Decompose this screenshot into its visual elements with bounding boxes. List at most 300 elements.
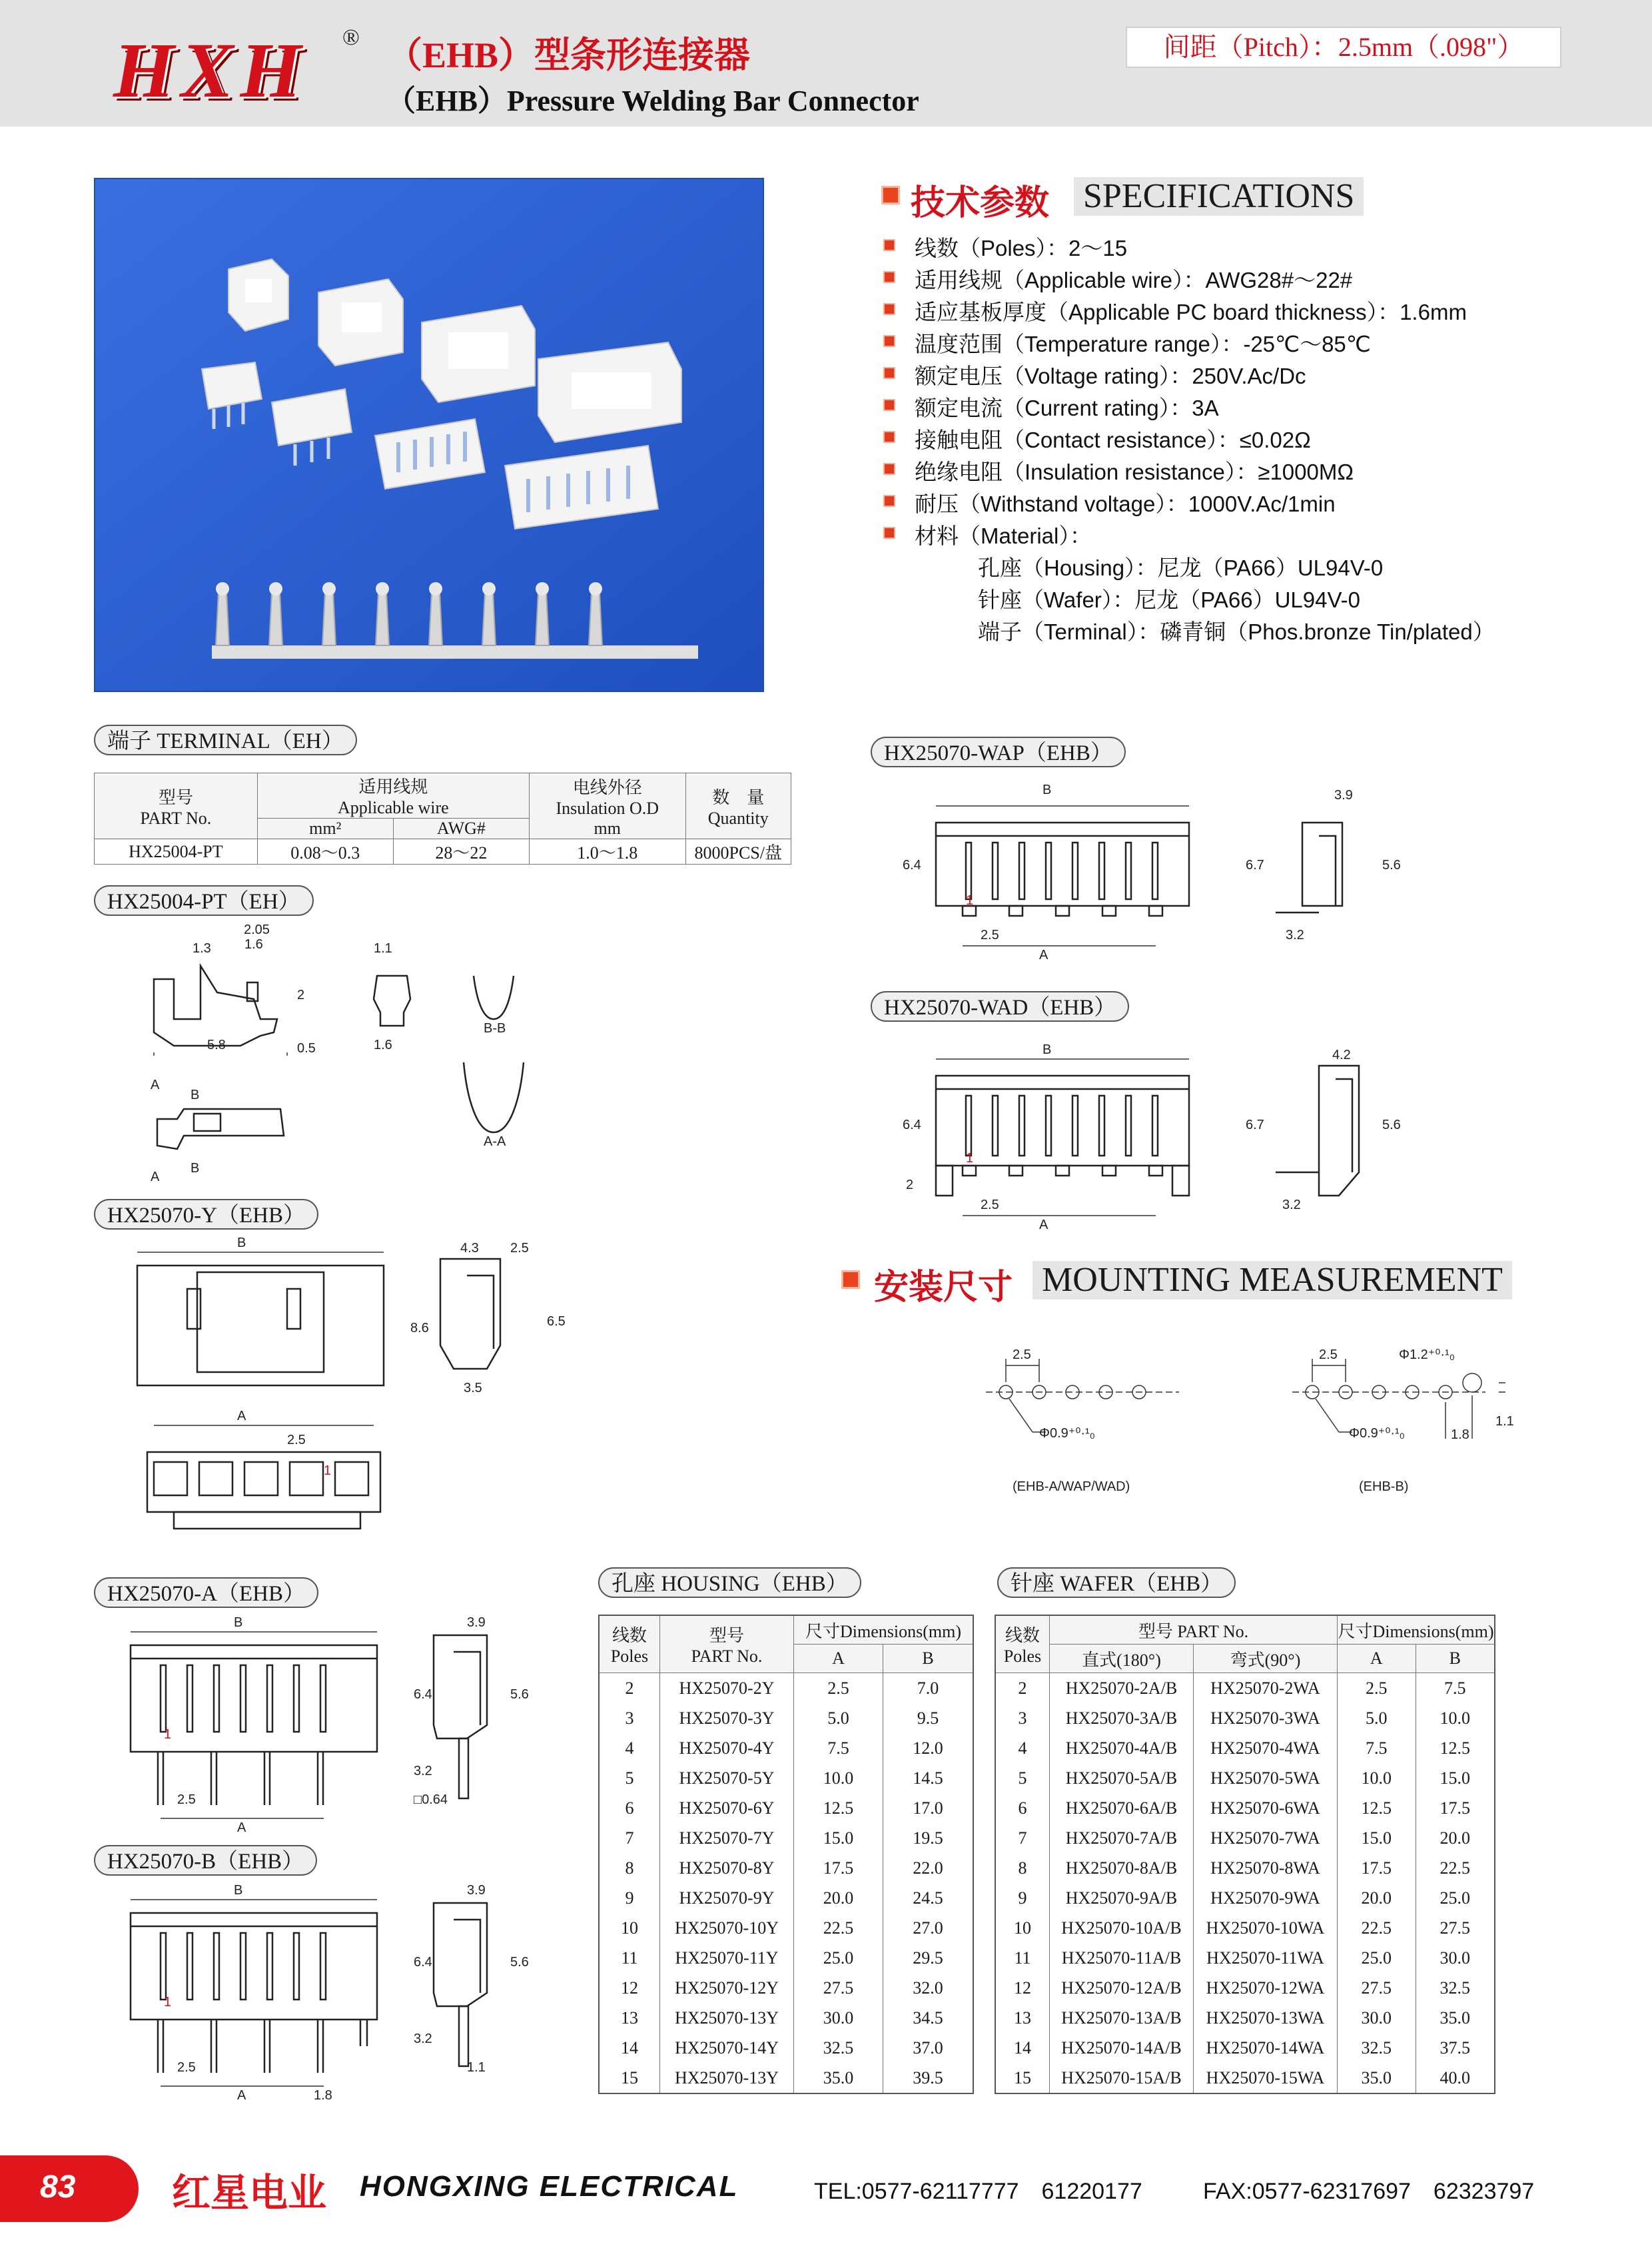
- table-row: [599, 1733, 973, 1763]
- dim-label: 2.5: [981, 928, 999, 942]
- table-cell-b: 34.5: [883, 2003, 973, 2033]
- dim-label: 5.6: [1382, 858, 1401, 873]
- dim-label: 1.1: [1495, 1414, 1514, 1429]
- table-cell-bent: HX25070-13WA: [1194, 2003, 1338, 2033]
- th-od-unit: mm: [594, 818, 621, 838]
- table-cell-a: 25.0: [1338, 1943, 1416, 1973]
- table-cell-straight: HX25070-4A/B: [1050, 1733, 1194, 1763]
- table-row: [995, 1973, 1495, 2003]
- a-drawing: [94, 1612, 600, 1838]
- table-cell-a: 22.5: [794, 1913, 883, 1943]
- table-cell-b: 32.5: [1416, 1973, 1495, 2003]
- table-row: [599, 1973, 973, 2003]
- table-cell-part: HX25070-13Y: [660, 2003, 794, 2033]
- spec-material-housing: 孔座（Housing）：尼龙（PA66）UL94V-0: [978, 556, 1384, 580]
- table-cell-straight: HX25070-7A/B: [1050, 1823, 1194, 1853]
- table-cell-a: 30.0: [794, 2003, 883, 2033]
- th-od-cn: 电线外径: [572, 777, 642, 797]
- dim-label: 1.1: [374, 941, 392, 956]
- table-row: [995, 1853, 1495, 1883]
- spec-poles: 线数（Poles）：2～15: [915, 236, 1128, 260]
- dim-label: 6.4: [903, 858, 921, 873]
- table-cell-b: 22.0: [883, 1853, 973, 1883]
- b-drawing: [94, 1880, 600, 2106]
- pin-one-marker: 1: [164, 1727, 172, 1742]
- dim-label: 1.6: [244, 937, 263, 952]
- spec-heading-en: SPECIFICATIONS: [1074, 177, 1364, 216]
- wap-drawing-label: HX25070-WAP（EHB）: [871, 737, 1126, 767]
- spec-temperature: 温度范围（Temperature range）：-25℃～85℃: [915, 332, 1371, 356]
- table-cell-part: HX25070-11Y: [660, 1943, 794, 1973]
- bullet-icon: [883, 431, 895, 443]
- th-part: [660, 1615, 794, 1673]
- spec-material-terminal: 端子（Terminal）：磷青铜（Phos.bronze Tin/plated）: [978, 619, 1495, 644]
- table-cell-b: 17.5: [1416, 1793, 1495, 1823]
- table-cell-part: HX25070-7Y: [660, 1823, 794, 1853]
- mounting-caption-left: (EHB-A/WAP/WAD): [1013, 1479, 1130, 1494]
- table-cell-a: 30.0: [1338, 2003, 1416, 2033]
- wad-drawing-label: HX25070-WAD（EHB）: [871, 991, 1129, 1022]
- dim-label: 6.4: [414, 1955, 432, 1970]
- th-a: A: [794, 1645, 883, 1673]
- bullet-icon: [883, 271, 895, 283]
- table-row: [995, 1943, 1495, 1973]
- table-row: [599, 1703, 973, 1733]
- table-cell-poles: 10: [995, 1913, 1050, 1943]
- table-cell-straight: HX25070-3A/B: [1050, 1703, 1194, 1733]
- pt-drawing: [94, 919, 574, 1199]
- dim-label: A: [237, 1409, 246, 1423]
- mounting-heading-cn: 安装尺寸: [874, 1269, 1013, 1307]
- table-cell-poles: 15: [599, 2063, 660, 2093]
- dim-label: A: [151, 1078, 160, 1092]
- th-od: [529, 773, 685, 839]
- dim-label: 3.9: [467, 1883, 486, 1898]
- table-cell-bent: HX25070-8WA: [1194, 1853, 1338, 1883]
- table-header-row: [599, 1615, 973, 1645]
- mounting-caption-right: (EHB-B): [1359, 1479, 1409, 1494]
- table-cell-part: HX25070-9Y: [660, 1883, 794, 1913]
- th-od-en: Insulation O.D: [556, 798, 659, 818]
- dim-label: 6.4: [414, 1687, 432, 1702]
- table-cell-a: 12.5: [1338, 1793, 1416, 1823]
- table-row: [995, 2063, 1495, 2093]
- th-poles-en: Poles: [1003, 1647, 1042, 1666]
- table-cell-bent: HX25070-6WA: [1194, 1793, 1338, 1823]
- dim-label: 3.2: [414, 2032, 432, 2046]
- dim-label: Φ0.9⁺⁰·¹₀: [1349, 1426, 1405, 1441]
- table-cell-b: 32.0: [883, 1973, 973, 2003]
- mounting-heading-square-icon: [841, 1270, 860, 1289]
- table-row: [599, 1673, 973, 1704]
- dim-label: 3.2: [414, 1764, 432, 1778]
- table-cell-a: 17.5: [1338, 1853, 1416, 1883]
- dim-label: 1.6: [374, 1038, 392, 1052]
- table-cell-b: 15.0: [1416, 1763, 1495, 1793]
- table-cell-b: 30.0: [1416, 1943, 1495, 1973]
- y-drawing-label: HX25070-Y（EHB）: [94, 1199, 318, 1230]
- pin-one-marker: 1: [966, 1151, 974, 1166]
- dim-label: 5.6: [510, 1955, 529, 1970]
- table-cell-a: 17.5: [794, 1853, 883, 1883]
- table-cell-a: 7.5: [1338, 1733, 1416, 1763]
- table-cell-bent: HX25070-10WA: [1194, 1913, 1338, 1943]
- housing-section-label: 孔座 HOUSING（EHB）: [598, 1567, 861, 1598]
- table-cell-poles: 4: [995, 1733, 1050, 1763]
- table-cell-a: 32.5: [1338, 2033, 1416, 2063]
- table-cell-part: HX25070-2Y: [660, 1673, 794, 1704]
- dim-label: 1.3: [193, 941, 211, 956]
- table-row: [995, 1793, 1495, 1823]
- dim-label: B: [234, 1883, 243, 1898]
- table-cell-bent: HX25070-5WA: [1194, 1763, 1338, 1793]
- table-cell-b: 14.5: [883, 1763, 973, 1793]
- table-cell-part: HX25070-6Y: [660, 1793, 794, 1823]
- table-cell-a: 5.0: [1338, 1703, 1416, 1733]
- dim-label: 1.8: [314, 2088, 332, 2103]
- dim-label: B: [191, 1161, 200, 1176]
- th-poles-cn: 线数: [1005, 1626, 1040, 1645]
- th-poles-en: Poles: [610, 1647, 649, 1666]
- mounting-drawing: [973, 1339, 1545, 1505]
- table-cell-poles: 12: [599, 1973, 660, 2003]
- dim-label: 2.5: [177, 2060, 196, 2075]
- dim-label: B: [1042, 1042, 1052, 1057]
- b-drawing-label: HX25070-B（EHB）: [94, 1845, 317, 1876]
- table-row: [95, 839, 791, 865]
- table-cell-b: 27.5: [1416, 1913, 1495, 1943]
- product-photo-art: [95, 179, 763, 691]
- th-mm2: mm²: [257, 819, 393, 839]
- table-cell-bent: HX25070-7WA: [1194, 1823, 1338, 1853]
- table-cell-poles: 9: [995, 1883, 1050, 1913]
- table-cell-poles: 10: [599, 1913, 660, 1943]
- table-cell-a: 27.5: [1338, 1973, 1416, 2003]
- th-wire-en: Applicable wire: [337, 798, 449, 817]
- table-row: [995, 2033, 1495, 2063]
- table-cell-b: 37.0: [883, 2033, 973, 2063]
- table-row: [599, 1763, 973, 1793]
- bullet-icon: [883, 239, 895, 251]
- dim-label: 2: [297, 988, 305, 1002]
- table-cell-part: HX25070-14Y: [660, 2033, 794, 2063]
- table-cell-poles: 9: [599, 1883, 660, 1913]
- table-cell-bent: HX25070-12WA: [1194, 1973, 1338, 2003]
- dim-label: A-A: [484, 1134, 506, 1149]
- table-cell-a: 20.0: [794, 1883, 883, 1913]
- table-cell-poles: 6: [995, 1793, 1050, 1823]
- table-row: [599, 2063, 973, 2093]
- table-cell-a: 5.0: [794, 1703, 883, 1733]
- spec-material: 材料（Material）：: [915, 524, 1092, 548]
- cell-mm2: 0.08～0.3: [257, 839, 393, 865]
- table-cell-bent: HX25070-14WA: [1194, 2033, 1338, 2063]
- table-cell-b: 24.5: [883, 1883, 973, 1913]
- table-cell-poles: 2: [995, 1673, 1050, 1704]
- terminal-table: [94, 773, 791, 865]
- table-cell-poles: 11: [599, 1943, 660, 1973]
- table-cell-a: 35.0: [1338, 2063, 1416, 2093]
- pin-one-marker: 1: [966, 893, 974, 908]
- table-row: [995, 1673, 1495, 1704]
- dim-label: 2.5: [510, 1241, 529, 1256]
- th-bent: 弯式(90°): [1194, 1645, 1338, 1673]
- spec-withstand: 耐压（Withstand voltage）：1000V.Ac/1min: [915, 492, 1336, 516]
- table-cell-straight: HX25070-8A/B: [1050, 1853, 1194, 1883]
- table-cell-b: 37.5: [1416, 2033, 1495, 2063]
- table-row: [599, 1943, 973, 1973]
- dim-label: Φ1.2⁺⁰·¹₀: [1399, 1347, 1455, 1362]
- table-cell-straight: HX25070-2A/B: [1050, 1673, 1194, 1704]
- dim-label: A: [151, 1170, 160, 1184]
- table-cell-poles: 12: [995, 1973, 1050, 2003]
- table-cell-b: 20.0: [1416, 1823, 1495, 1853]
- table-cell-poles: 5: [995, 1763, 1050, 1793]
- table-cell-straight: HX25070-12A/B: [1050, 1973, 1194, 2003]
- dim-label: □0.64: [414, 1792, 448, 1807]
- table-cell-part: HX25070-13Y: [660, 2063, 794, 2093]
- dim-label: 6.5: [547, 1314, 566, 1329]
- dim-label: 2.5: [981, 1198, 999, 1212]
- table-cell-part: HX25070-8Y: [660, 1853, 794, 1883]
- table-cell-b: 12.0: [883, 1733, 973, 1763]
- pin-one-marker: 1: [324, 1463, 332, 1478]
- table-cell-straight: HX25070-10A/B: [1050, 1913, 1194, 1943]
- dim-label: B: [234, 1615, 243, 1630]
- table-cell-straight: HX25070-9A/B: [1050, 1883, 1194, 1913]
- dim-label: 8.6: [410, 1321, 429, 1335]
- bullet-icon: [883, 303, 895, 315]
- dim-label: 4.2: [1332, 1048, 1351, 1062]
- table-cell-straight: HX25070-15A/B: [1050, 2063, 1194, 2093]
- table-row: [599, 1853, 973, 1883]
- dim-label: 2: [906, 1178, 914, 1192]
- table-cell-a: 12.5: [794, 1793, 883, 1823]
- table-row: [995, 1763, 1495, 1793]
- table-row: [995, 1913, 1495, 1943]
- table-cell-a: 15.0: [1338, 1823, 1416, 1853]
- dim-label: 2.5: [287, 1433, 306, 1447]
- table-cell-part: HX25070-5Y: [660, 1763, 794, 1793]
- table-cell-a: 7.5: [794, 1733, 883, 1763]
- table-cell-b: 39.5: [883, 2063, 973, 2093]
- dim-label: 2.05: [244, 923, 270, 937]
- table-cell-part: HX25070-12Y: [660, 1973, 794, 2003]
- table-row: [995, 2003, 1495, 2033]
- dim-label: B: [191, 1088, 200, 1102]
- page-title-en: （EHB）Pressure Welding Bar Connector: [386, 85, 919, 117]
- dim-label: 3.2: [1282, 1198, 1301, 1212]
- th-dimensions: 尺寸Dimensions(mm): [794, 1615, 974, 1645]
- table-cell-bent: HX25070-4WA: [1194, 1733, 1338, 1763]
- table-cell-poles: 7: [599, 1823, 660, 1853]
- table-cell-poles: 5: [599, 1763, 660, 1793]
- table-cell-straight: HX25070-14A/B: [1050, 2033, 1194, 2063]
- table-cell-b: 19.5: [883, 1823, 973, 1853]
- spec-pcb: 适应基板厚度（Applicable PC board thickness）：1.6mm: [915, 300, 1467, 324]
- th-b: B: [1416, 1645, 1495, 1673]
- th-part-en: PART No.: [691, 1647, 763, 1666]
- dim-label: A: [1039, 948, 1048, 962]
- spec-insulation: 绝缘电阻（Insulation resistance）：≥1000MΩ: [915, 460, 1354, 484]
- table-cell-poles: 14: [599, 2033, 660, 2063]
- dim-label: 3.9: [1334, 788, 1353, 803]
- wad-drawing: [893, 1039, 1426, 1239]
- table-cell-a: 2.5: [794, 1673, 883, 1704]
- table-cell-b: 40.0: [1416, 2063, 1495, 2093]
- table-cell-poles: 8: [599, 1853, 660, 1883]
- bullet-icon: [883, 463, 895, 475]
- dim-label: 6.4: [903, 1118, 921, 1132]
- dim-label: 3.5: [464, 1381, 482, 1395]
- th-qty-en: Quantity: [707, 808, 769, 828]
- bullet-icon: [883, 399, 895, 411]
- spec-material-wafer: 针座（Wafer）：尼龙（PA66）UL94V-0: [978, 587, 1360, 612]
- table-cell-bent: HX25070-15WA: [1194, 2063, 1338, 2093]
- table-row: [995, 1703, 1495, 1733]
- footer-fax: FAX:0577-62317697 62323797: [1203, 2179, 1535, 2204]
- spec-heading-cn: 技术参数: [911, 185, 1050, 222]
- pitch-badge: 间距（Pitch）：2.5mm（.098"）: [1126, 27, 1561, 68]
- table-cell-a: 15.0: [794, 1823, 883, 1853]
- wafer-table-body: [995, 1673, 1495, 2094]
- table-row: [599, 2003, 973, 2033]
- mounting-heading-en: MOUNTING MEASUREMENT: [1032, 1261, 1512, 1300]
- th-dimensions: 尺寸Dimensions(mm): [1338, 1615, 1495, 1645]
- table-cell-bent: HX25070-2WA: [1194, 1673, 1338, 1704]
- table-cell-a: 27.5: [794, 1973, 883, 2003]
- table-cell-straight: HX25070-11A/B: [1050, 1943, 1194, 1973]
- wafer-section-label: 针座 WAFER（EHB）: [997, 1567, 1236, 1598]
- dim-label: 3.9: [467, 1615, 486, 1630]
- registered-mark: ®: [342, 25, 360, 50]
- th-part-en: PART No.: [140, 808, 212, 828]
- company-name-cn: 红星电业: [172, 2171, 327, 2215]
- cell-awg: 28～22: [393, 839, 529, 865]
- table-cell-poles: 13: [995, 2003, 1050, 2033]
- table-cell-a: 22.5: [1338, 1913, 1416, 1943]
- th-part: [95, 773, 258, 839]
- table-cell-a: 10.0: [794, 1763, 883, 1793]
- terminal-section-label: 端子 TERMINAL（EH）: [94, 725, 357, 755]
- a-drawing-label: HX25070-A（EHB）: [94, 1577, 318, 1608]
- wap-drawing: [893, 773, 1426, 966]
- dim-label: 6.7: [1246, 1118, 1264, 1132]
- footer-telephone: TEL:0577-62117777 61220177: [814, 2179, 1142, 2204]
- th-qty-cn: 数 量: [712, 787, 765, 807]
- table-row: [995, 1733, 1495, 1763]
- table-cell-b: 10.0: [1416, 1703, 1495, 1733]
- housing-table: [598, 1615, 974, 2094]
- table-cell-a: 35.0: [794, 2063, 883, 2093]
- dim-label: 1.1: [467, 2060, 486, 2075]
- table-row: [599, 2033, 973, 2063]
- th-part: 型号 PART No.: [1050, 1615, 1338, 1645]
- cell-od: 1.0～1.8: [529, 839, 685, 865]
- table-cell-b: 27.0: [883, 1913, 973, 1943]
- th-straight: 直式(180°): [1050, 1645, 1194, 1673]
- cell-qty: 8000PCS/盘: [685, 839, 791, 865]
- product-photo: [94, 178, 764, 692]
- dim-label: 4.3: [460, 1241, 479, 1256]
- th-poles: [599, 1615, 660, 1673]
- table-cell-a: 10.0: [1338, 1763, 1416, 1793]
- table-cell-b: 9.5: [883, 1703, 973, 1733]
- table-cell-straight: HX25070-13A/B: [1050, 2003, 1194, 2033]
- dim-label: A: [237, 1820, 246, 1835]
- wafer-table: [995, 1615, 1495, 2094]
- table-cell-poles: 3: [599, 1703, 660, 1733]
- dim-label: B: [1042, 783, 1052, 797]
- dim-label: 0.5: [297, 1041, 316, 1056]
- table-cell-b: 17.0: [883, 1793, 973, 1823]
- bullet-icon: [883, 495, 895, 507]
- table-cell-a: 25.0: [794, 1943, 883, 1973]
- table-cell-b: 22.5: [1416, 1853, 1495, 1883]
- th-part-cn: 型号: [709, 1626, 744, 1645]
- table-cell-a: 2.5: [1338, 1673, 1416, 1704]
- dim-label: 5.6: [510, 1687, 529, 1702]
- table-cell-b: 35.0: [1416, 2003, 1495, 2033]
- bullet-icon: [883, 335, 895, 347]
- pin-one-marker: 1: [164, 1995, 172, 2010]
- table-row: [995, 1823, 1495, 1853]
- table-cell-poles: 7: [995, 1823, 1050, 1853]
- th-wire-cn: 适用线规: [358, 777, 428, 797]
- table-cell-poles: 8: [995, 1853, 1050, 1883]
- table-cell-poles: 6: [599, 1793, 660, 1823]
- bullet-icon: [883, 367, 895, 379]
- spec-contact-resistance: 接触电阻（Contact resistance）：≤0.02Ω: [915, 428, 1311, 452]
- table-cell-poles: 15: [995, 2063, 1050, 2093]
- th-a: A: [1338, 1645, 1416, 1673]
- dim-label: 6.7: [1246, 858, 1264, 873]
- company-name-en: HONGXING ELECTRICAL: [360, 2170, 739, 2203]
- table-cell-a: 32.5: [794, 2033, 883, 2063]
- table-cell-b: 12.5: [1416, 1733, 1495, 1763]
- dim-label: 5.6: [1382, 1118, 1401, 1132]
- table-cell-b: 7.0: [883, 1673, 973, 1704]
- table-cell-b: 29.5: [883, 1943, 973, 1973]
- dim-label: B: [237, 1236, 246, 1250]
- table-row: [995, 1883, 1495, 1913]
- table-cell-b: 7.5: [1416, 1673, 1495, 1704]
- dim-label: 2.5: [177, 1792, 196, 1807]
- table-cell-b: 25.0: [1416, 1883, 1495, 1913]
- table-cell-bent: HX25070-3WA: [1194, 1703, 1338, 1733]
- table-cell-poles: 3: [995, 1703, 1050, 1733]
- table-row: [599, 1793, 973, 1823]
- th-poles: [995, 1615, 1050, 1673]
- table-cell-a: 20.0: [1338, 1883, 1416, 1913]
- dim-label: 2.5: [1319, 1347, 1338, 1362]
- dim-label: Φ0.9⁺⁰·¹₀: [1039, 1426, 1095, 1441]
- th-poles-cn: 线数: [612, 1626, 647, 1645]
- table-cell-straight: HX25070-6A/B: [1050, 1793, 1194, 1823]
- table-cell-part: HX25070-10Y: [660, 1913, 794, 1943]
- dim-label: A: [237, 2088, 246, 2103]
- spec-voltage: 额定电压（Voltage rating）：250V.Ac/Dc: [915, 364, 1306, 388]
- dim-label: 1.8: [1451, 1427, 1469, 1442]
- cell-part: HX25004-PT: [95, 839, 258, 865]
- table-cell-bent: HX25070-9WA: [1194, 1883, 1338, 1913]
- table-cell-poles: 14: [995, 2033, 1050, 2063]
- spec-heading-square-icon: [881, 186, 900, 204]
- dim-label: B-B: [484, 1021, 506, 1036]
- th-awg: AWG#: [393, 819, 529, 839]
- table-cell-straight: HX25070-5A/B: [1050, 1763, 1194, 1793]
- table-cell-part: HX25070-4Y: [660, 1733, 794, 1763]
